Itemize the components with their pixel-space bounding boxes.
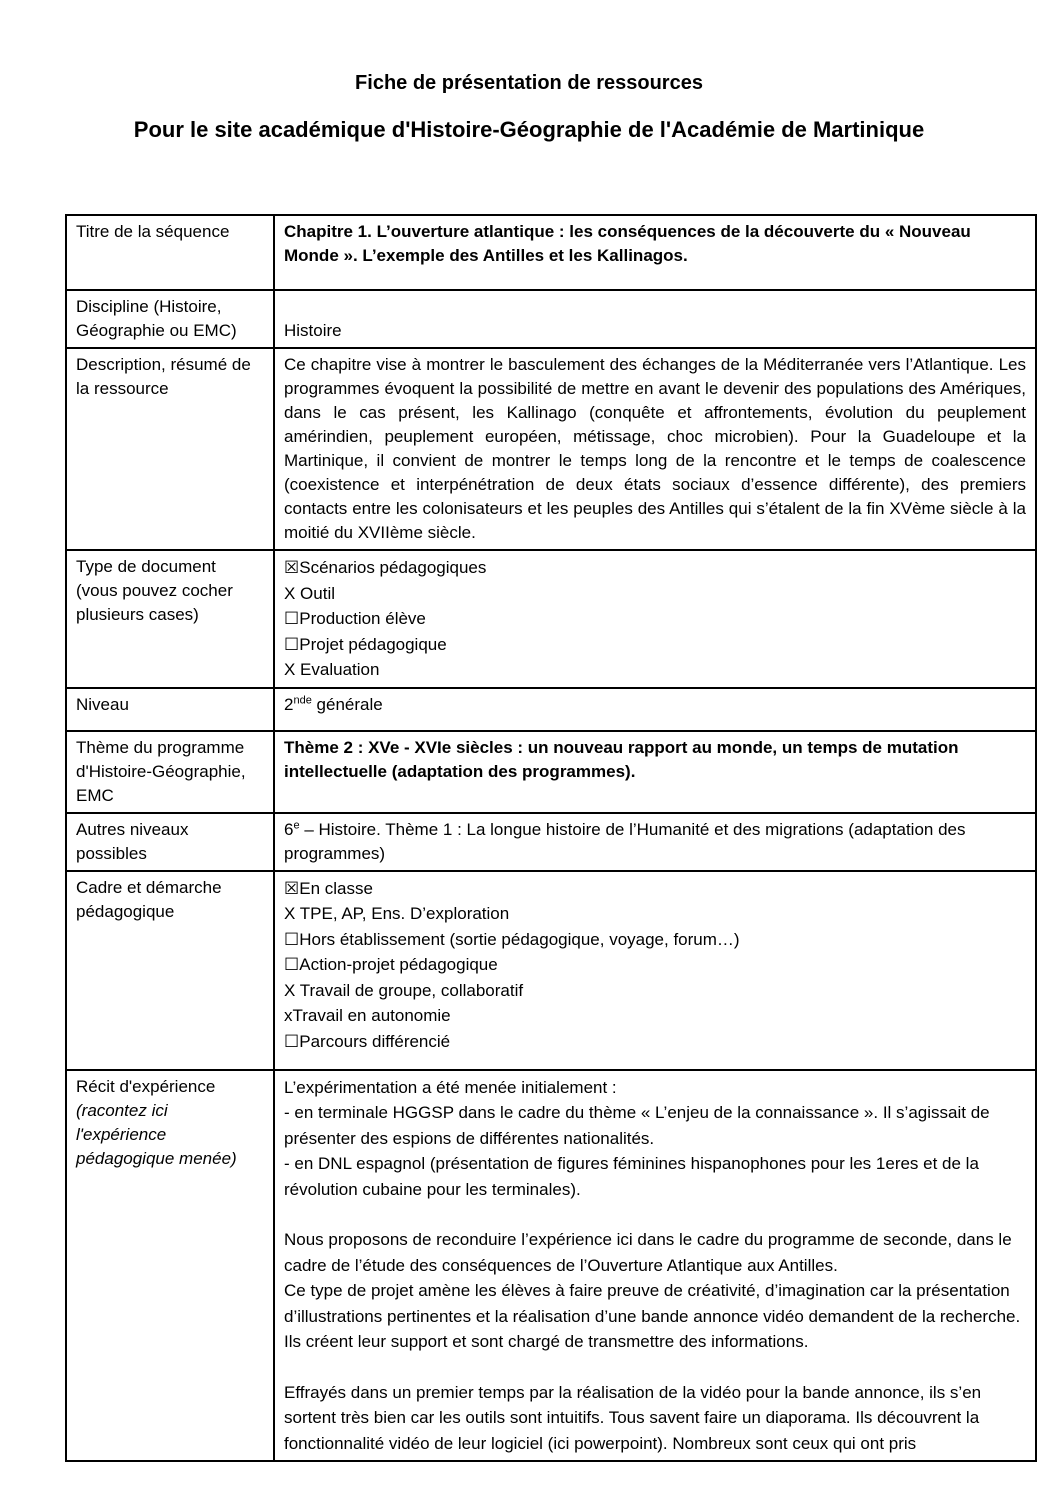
recit-paragraph: Effrayés dans un premier temps par la réalisation de la vidéo pour la bande annonce, ils s’en sortent très bien car les outils sont intuitifs. Tous savent faire un diaporama. Ils découvrent la fonctionnalité vidéo de leur logiciel (ici powerpoint). Nombreux sont ceux qui ont pris <box>284 1382 982 1453</box>
discipline-label <box>66 290 274 348</box>
autres-niveaux-superscript: e <box>293 818 300 831</box>
document-subtitle: Pour le site académique d'Histoire-Géographie de l'Académie de Martinique <box>133 117 925 142</box>
niveau-superscript: nde <box>293 693 312 706</box>
cadre-check-list <box>284 876 1026 1055</box>
label-text: Titre de la séquence <box>76 222 230 241</box>
row-discipline <box>66 290 1036 348</box>
label-text: plusieurs cases) <box>76 605 199 624</box>
check-item-tpe-ap: X TPE, AP, Ens. D’exploration <box>284 904 510 923</box>
recit-experience-value <box>274 1070 1036 1462</box>
titre-sequence-label <box>66 215 274 290</box>
label-hint-text: l'expérience <box>76 1124 167 1144</box>
theme-programme-value: Thème 2 : XVe - XVIe siècles : un nouveau rapport au monde, un temps de mutation intellectuelle (adaptation des programmes). <box>274 731 1036 813</box>
autres-niveaux-label <box>66 813 274 871</box>
description-value: Ce chapitre vise à montrer le basculement des échanges de la Méditerranée vers l’Atlantique. Les programmes évoquent la possibilité de mettre en avant le devenir des populations des Amériques, dans le cas présent, les Kallinago (conquête et affrontements, évolution du peuplement amérindien, peuplement européen, métissage, choc microbien). Pour la Guadeloupe et la Martinique, il convient de montrer le temps long de la rencontre et le temps de coalescence (coexistence et interpénétration de deux états sociaux d’essence différente), des premiers contacts entre les colonisateurs et les peuples des Antilles qui s’étalent de la fin XVème siècle à la moitié du XVIIème siècle. <box>274 348 1036 550</box>
description-label <box>66 348 274 550</box>
check-item-en-classe: ☒En classe <box>284 878 373 898</box>
recit-paragraph: L’expérimentation a été menée initialement : <box>284 1077 617 1097</box>
type-document-label <box>66 550 274 688</box>
niveau-rest: générale <box>311 694 383 714</box>
row-titre-sequence <box>66 215 1036 290</box>
type-document-value <box>274 550 1036 688</box>
check-item-projet-pedagogique: ☐Projet pédagogique <box>284 634 447 654</box>
theme-programme-label <box>66 731 274 813</box>
recit-paragraph: Ce type de projet amène les élèves à faire preuve de créativité, d’imagination car la présentation d’illustrations pertinentes et la réalisation d’une bande annonce vidéo demandent de la recherche. Ils créent leur support et sont chargé de transmettre des informations. <box>284 1281 1021 1351</box>
recit-experience-label <box>66 1070 274 1462</box>
label-hint-text: (racontez ici <box>76 1100 168 1120</box>
autres-niveaux-base: 6 <box>284 819 294 839</box>
discipline-value: Histoire <box>274 290 1036 348</box>
label-text: EMC <box>76 785 114 805</box>
row-theme-programme <box>66 731 1036 813</box>
check-item-parcours-differencie: ☐Parcours différencié <box>284 1031 451 1051</box>
label-text: possibles <box>76 843 147 863</box>
label-text: Thème du programme <box>76 737 245 757</box>
check-item-production-eleve: ☐Production élève <box>284 609 426 628</box>
check-item-travail-groupe: X Travail de groupe, collaboratif <box>284 980 524 1000</box>
row-cadre-demarche <box>66 871 1036 1070</box>
check-item-travail-autonomie: xTravail en autonomie <box>284 1006 451 1025</box>
niveau-base: 2 <box>284 694 294 714</box>
label-text: Géographie ou EMC) <box>76 321 237 340</box>
label-text: Récit d'expérience <box>76 1076 216 1096</box>
resource-form-table <box>65 214 1037 1462</box>
label-text: Description, résumé de <box>76 355 251 374</box>
row-autres-niveaux <box>66 813 1036 871</box>
recit-paragraph: - en terminale HGGSP dans le cadre du thème « L’enjeu de la connaissance ». Il s’agissait de présenter des espions de différentes nationalités. <box>284 1103 990 1148</box>
check-item-outil: X Outil <box>284 583 336 603</box>
cadre-demarche-label <box>66 871 274 1070</box>
label-text: (vous pouvez cocher <box>76 581 233 600</box>
titre-sequence-value: Chapitre 1. L’ouverture atlantique : les conséquences de la découverte du « Nouveau Monde ». L’exemple des Antilles et les Kallinagos. <box>274 215 1036 290</box>
recit-paragraph: Nous proposons de reconduire l’expérience ici dans le cadre du programme de seconde, dans le cadre de l’étude des conséquences de l’Ouverture Atlantique aux Antilles. <box>284 1230 1012 1275</box>
row-type-document <box>66 550 1036 688</box>
check-item-evaluation: X Evaluation <box>284 660 380 679</box>
label-text: Type de document <box>76 557 216 576</box>
label-text: d'Histoire-Géographie, <box>76 761 246 781</box>
document-title: Fiche de présentation de ressources <box>355 72 703 94</box>
label-hint-text: pédagogique menée) <box>76 1148 237 1168</box>
recit-paragraph: - en DNL espagnol (présentation de figures féminines hispanophones pour les 1eres et de la révolution cubaine pour les terminales). <box>284 1154 979 1199</box>
check-item-action-projet: ☐Action-projet pédagogique <box>284 955 498 974</box>
label-text: pédagogique <box>76 901 175 921</box>
label-text: Cadre et démarche <box>76 877 222 897</box>
cadre-demarche-value <box>274 871 1036 1070</box>
niveau-value <box>274 688 1036 731</box>
label-text: la ressource <box>76 379 169 398</box>
check-item-scenarios: ☒Scénarios pédagogiques <box>284 558 487 577</box>
row-description <box>66 348 1036 550</box>
label-text: Discipline (Histoire, <box>76 297 222 316</box>
niveau-label <box>66 688 274 731</box>
label-text: Niveau <box>76 694 129 714</box>
check-item-hors-etablissement: ☐Hors établissement (sortie pédagogique, voyage, forum…) <box>284 929 740 949</box>
row-niveau <box>66 688 1036 731</box>
label-text: Autres niveaux <box>76 819 189 839</box>
autres-niveaux-value <box>274 813 1036 871</box>
autres-niveaux-rest: – Histoire. Thème 1 : La longue histoire de l’Humanité et des migrations (adaptation des programmes) <box>284 819 966 863</box>
row-recit-experience <box>66 1070 1036 1462</box>
type-document-check-list <box>284 555 1026 683</box>
recit-paragraphs <box>284 1075 1026 1457</box>
